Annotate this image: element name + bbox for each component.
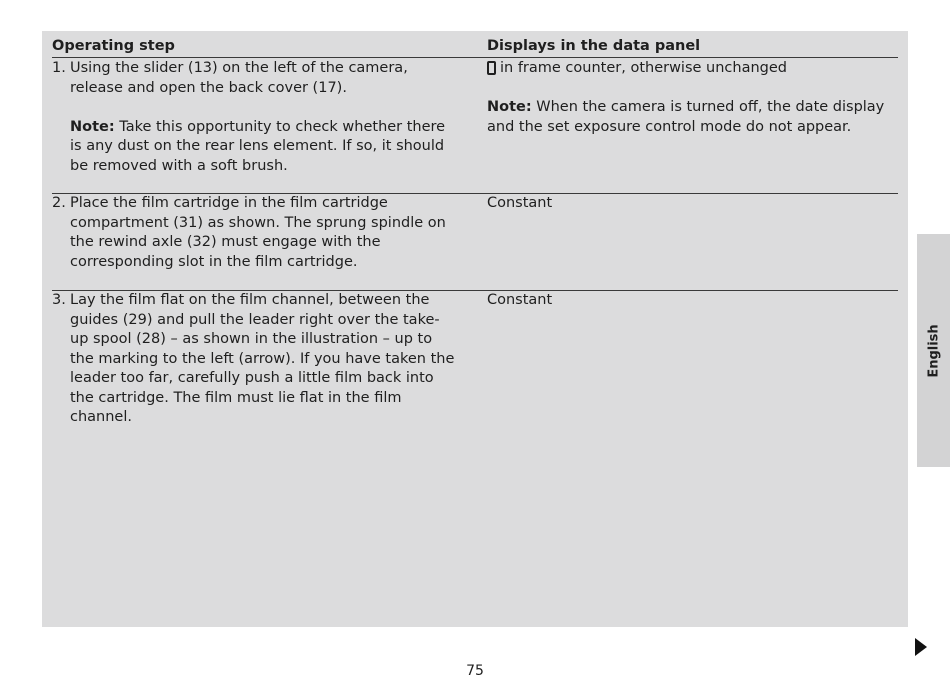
step-text: Place the film cartridge in the film cartridge compartment (31) as shown. The sprung spindle on the rewind axle (32) must engage with the corresponding slot in the film cartridge.	[70, 195, 446, 270]
next-page-arrow-icon[interactable]	[915, 638, 927, 656]
table-row-3-display	[487, 291, 902, 311]
header-operating-step: Operating step	[52, 38, 175, 54]
step-number: 3.	[52, 292, 66, 308]
note-text: Take this opportunity to check whether there is any dust on the rear lens element. If so, it should be removed with a soft brush.	[70, 118, 446, 174]
note-label: Note:	[487, 99, 532, 115]
table-row-2-step	[52, 194, 457, 272]
step-text: Using the slider (13) on the left of the camera, release and open the back cover (17).	[70, 60, 408, 96]
step-number: 2.	[52, 195, 66, 211]
header-displays: Displays in the data panel	[487, 38, 701, 54]
display-text: Constant	[487, 195, 553, 211]
frame-counter-zero-icon	[487, 61, 496, 75]
step-text: Lay the film flat on the film channel, between the guides (29) and pull the leader right over the take-up spool (28) – as shown in the illustration – up to the marking to the left (arrow). If you have taken the leader too far, carefully push a little film back into the cartridge. The film must lie flat in the film channel.	[70, 292, 455, 425]
table-header	[42, 31, 908, 57]
language-tab[interactable]	[917, 234, 950, 467]
note-text: When the camera is turned off, the date display and the set exposure control mode do not appear.	[487, 99, 885, 135]
table-row-3-step	[52, 291, 457, 428]
header-divider	[52, 57, 898, 58]
content-panel	[42, 31, 908, 627]
step-note	[70, 118, 457, 177]
page-number: 75	[466, 663, 484, 679]
table-row-1-step	[52, 59, 457, 176]
display-text: Constant	[487, 292, 553, 308]
step-number: 1.	[52, 60, 66, 76]
language-tab-label: English	[926, 323, 941, 378]
table-row-1-display	[487, 59, 902, 137]
table-row-2-display	[487, 194, 902, 214]
display-note	[487, 98, 902, 137]
note-label: Note:	[70, 118, 115, 135]
display-text: in frame counter, otherwise unchanged	[500, 60, 787, 76]
